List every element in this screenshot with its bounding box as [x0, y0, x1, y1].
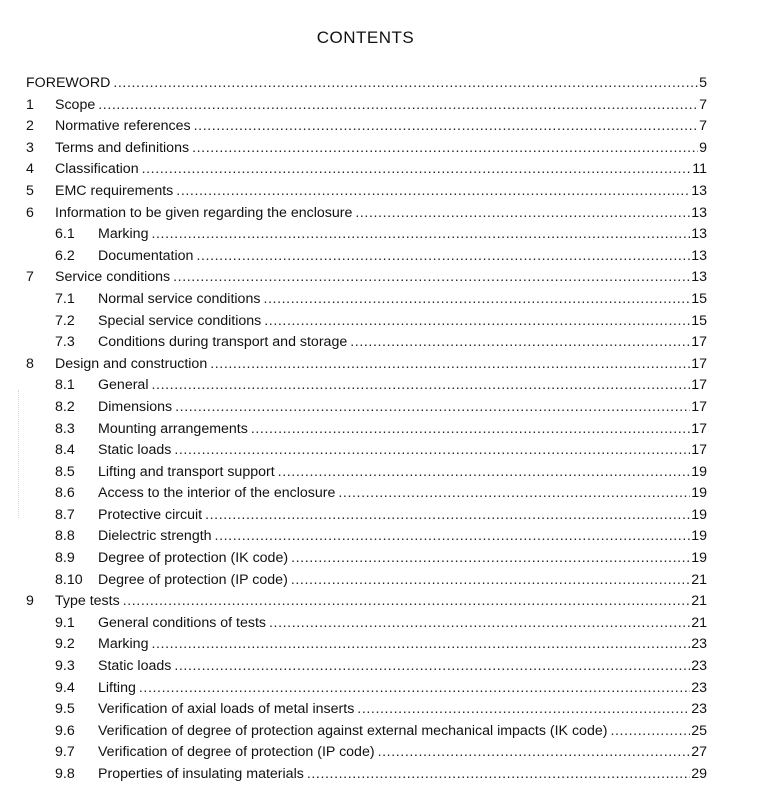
toc-entry-page-number: 23 — [691, 636, 707, 653]
toc-entry-page-number: 7 — [699, 118, 707, 135]
toc-entry-label: Service conditions — [55, 269, 171, 286]
toc-entry-page-number: 17 — [691, 442, 707, 459]
toc-entry[interactable] — [26, 483, 707, 505]
dot-leader — [175, 397, 690, 419]
dot-leader — [215, 526, 691, 548]
toc-entry-page-number: 17 — [691, 334, 707, 351]
toc-entry-number: 8.3 — [55, 420, 75, 437]
toc-entry-label: Marking — [98, 226, 149, 243]
toc-entry-label: Scope — [55, 96, 96, 113]
toc-entry-label: Conditions during transport and storage — [98, 334, 348, 351]
toc-entry-page-number: 9 — [699, 139, 707, 156]
toc-entry[interactable] — [26, 721, 707, 743]
toc-entry[interactable] — [26, 224, 707, 246]
margin-mark — [18, 390, 21, 518]
dot-leader — [173, 267, 690, 289]
dot-leader — [196, 246, 690, 268]
toc-entry-label: General — [98, 377, 149, 394]
toc-entry-page-number: 17 — [691, 420, 707, 437]
toc-entry-label: Information to be given regarding the enclosure — [55, 204, 353, 221]
toc-entry-number: 8.1 — [55, 377, 75, 394]
toc-entry-number: 8.8 — [55, 528, 75, 545]
toc-entry[interactable] — [26, 375, 707, 397]
toc-entry[interactable] — [26, 73, 707, 95]
toc-entry-number: 9.7 — [55, 744, 75, 761]
toc-entry-label: Static loads — [98, 442, 172, 459]
toc-entry[interactable] — [26, 526, 707, 548]
toc-entry[interactable] — [26, 95, 707, 117]
toc-entry-page-number: 25 — [691, 722, 707, 739]
toc-entry-number: 9.5 — [55, 701, 75, 718]
toc-entry-page-number: 7 — [699, 96, 707, 113]
toc-entry-label: Normative references — [55, 118, 191, 135]
dot-leader — [192, 138, 698, 160]
toc-entry-label: Degree of protection (IP code) — [98, 571, 288, 588]
toc-entry-number: 4 — [26, 161, 34, 178]
toc-entry-page-number: 13 — [691, 182, 707, 199]
toc-entry-page-number: 17 — [691, 377, 707, 394]
toc-entry-page-number: 23 — [691, 701, 707, 718]
contents-title: CONTENTS — [316, 28, 415, 47]
toc-entry-label: Documentation — [98, 247, 194, 264]
toc-entry-number: 9.4 — [55, 679, 75, 696]
dot-leader — [264, 311, 690, 333]
toc-entry-page-number: 21 — [691, 571, 707, 588]
toc-entry-page-number: 17 — [691, 355, 707, 372]
toc-entry-number: 8.7 — [55, 506, 75, 523]
toc-entry-label: Special service conditions — [98, 312, 262, 329]
toc-entry-label: Design and construction — [55, 355, 208, 372]
toc-entry[interactable] — [26, 462, 707, 484]
dot-leader — [151, 375, 690, 397]
toc-entry-number: 8.2 — [55, 398, 75, 415]
toc-entry[interactable] — [26, 332, 707, 354]
dot-leader — [113, 73, 698, 95]
dot-leader — [98, 95, 698, 117]
toc-entry[interactable] — [26, 591, 707, 613]
toc-entry[interactable] — [26, 267, 707, 289]
toc-entry-number: 1 — [26, 96, 34, 113]
toc-entry[interactable] — [26, 397, 707, 419]
toc-entry-page-number: 13 — [691, 204, 707, 221]
toc-entry-page-number: 21 — [691, 593, 707, 610]
dot-leader — [151, 634, 690, 656]
toc-entry-page-number: 13 — [691, 269, 707, 286]
toc-entry[interactable] — [26, 634, 707, 656]
table-of-contents — [26, 73, 707, 786]
toc-entry-page-number: 15 — [691, 312, 707, 329]
toc-entry-page-number: 13 — [691, 226, 707, 243]
toc-entry[interactable] — [26, 289, 707, 311]
toc-entry-label: Lifting — [98, 679, 136, 696]
toc-entry-label: Lifting and transport support — [98, 463, 275, 480]
toc-entry[interactable] — [26, 159, 707, 181]
toc-entry-number: 7.3 — [55, 334, 75, 351]
toc-entry-number: 8 — [26, 355, 34, 372]
dot-leader — [263, 289, 690, 311]
toc-entry-number: 2 — [26, 118, 34, 135]
toc-entry-page-number: 19 — [691, 506, 707, 523]
dot-leader — [278, 462, 691, 484]
dot-leader — [251, 419, 690, 441]
toc-entry-number: 8.10 — [55, 571, 83, 588]
toc-entry-label: Normal service conditions — [98, 290, 261, 307]
dot-leader — [350, 332, 690, 354]
toc-entry[interactable] — [26, 699, 707, 721]
toc-entry-number: 8.9 — [55, 550, 75, 567]
dot-leader — [194, 116, 698, 138]
toc-entry-label: General conditions of tests — [98, 614, 266, 631]
toc-entry-page-number: 23 — [691, 679, 707, 696]
toc-entry-label: Degree of protection (IK code) — [98, 550, 289, 567]
dot-leader — [291, 548, 690, 570]
toc-entry-label: Static loads — [98, 658, 172, 675]
dot-leader — [307, 764, 690, 786]
toc-entry-label: Verification of degree of protection (IP code) — [98, 744, 375, 761]
toc-entry-number: 5 — [26, 182, 34, 199]
toc-entry-number: 9.8 — [55, 766, 75, 782]
dot-leader — [176, 181, 690, 203]
dot-leader — [210, 354, 690, 376]
toc-entry-number: 3 — [26, 139, 34, 156]
toc-entry[interactable] — [26, 656, 707, 678]
toc-entry-number: 9.2 — [55, 636, 75, 653]
dot-leader — [139, 678, 690, 700]
dot-leader — [174, 656, 690, 678]
dot-leader — [142, 159, 692, 181]
toc-entry-label: Access to the interior of the enclosure — [98, 485, 336, 502]
toc-entry-label: Verification of degree of protection against external mechanical impacts (IK code) — [98, 722, 608, 739]
toc-entry-page-number: 13 — [691, 247, 707, 264]
toc-entry-page-number: 19 — [691, 463, 707, 480]
toc-entry-number: 6 — [26, 204, 34, 221]
toc-entry-number: 8.5 — [55, 463, 75, 480]
toc-entry[interactable] — [26, 354, 707, 376]
toc-entry-label: Dimensions — [98, 398, 173, 415]
toc-entry[interactable] — [26, 246, 707, 268]
toc-entry-label: Protective circuit — [98, 506, 203, 523]
toc-entry-page-number: 27 — [691, 744, 707, 761]
toc-entry-label: Dielectric strength — [98, 528, 212, 545]
toc-entry-page-number: 19 — [691, 485, 707, 502]
dot-leader — [123, 591, 691, 613]
toc-entry-number: 9.1 — [55, 614, 75, 631]
toc-entry-page-number: 17 — [691, 398, 707, 415]
toc-entry-number: 7.2 — [55, 312, 75, 329]
toc-entry-page-number: 15 — [691, 290, 707, 307]
toc-entry-label: EMC requirements — [55, 182, 174, 199]
toc-entry-label: Properties of insulating materials — [98, 766, 304, 782]
toc-entry[interactable] — [26, 548, 707, 570]
toc-entry-label: FOREWORD — [26, 75, 111, 91]
toc-entry-label: Classification — [55, 161, 139, 178]
toc-entry[interactable] — [26, 203, 707, 225]
toc-entry-number: 9 — [26, 593, 34, 610]
dot-leader — [610, 721, 690, 743]
toc-entry[interactable] — [26, 440, 707, 462]
dot-leader — [355, 203, 690, 225]
toc-entry-page-number: 29 — [691, 766, 707, 782]
toc-entry-label: Mounting arrangements — [98, 420, 248, 437]
toc-entry-page-number: 5 — [699, 75, 707, 91]
toc-entry[interactable] — [26, 764, 707, 786]
toc-entry-page-number: 19 — [691, 550, 707, 567]
toc-entry-page-number: 11 — [692, 161, 707, 178]
toc-entry[interactable] — [26, 613, 707, 635]
dot-leader — [151, 224, 690, 246]
dot-leader — [378, 742, 691, 764]
toc-entry[interactable] — [26, 419, 707, 441]
toc-entry[interactable] — [26, 570, 707, 592]
toc-entry-number: 7.1 — [55, 290, 75, 307]
toc-entry-number: 6.2 — [55, 247, 75, 264]
toc-entry-label: Verification of axial loads of metal inserts — [98, 701, 355, 718]
dot-leader — [338, 483, 690, 505]
toc-entry[interactable] — [26, 116, 707, 138]
toc-entry[interactable] — [26, 678, 707, 700]
toc-entry[interactable] — [26, 742, 707, 764]
toc-entry-page-number: 21 — [691, 614, 707, 631]
toc-entry-label: Terms and definitions — [55, 139, 190, 156]
toc-entry-label: Type tests — [55, 593, 120, 610]
toc-entry-number: 7 — [26, 269, 34, 286]
toc-entry-page-number: 19 — [691, 528, 707, 545]
toc-entry[interactable] — [26, 181, 707, 203]
dot-leader — [205, 505, 690, 527]
toc-entry-label: Marking — [98, 636, 149, 653]
dot-leader — [269, 613, 690, 635]
toc-entry-number: 9.3 — [55, 658, 75, 675]
toc-entry[interactable] — [26, 505, 707, 527]
toc-entry[interactable] — [26, 311, 707, 333]
toc-entry-number: 8.4 — [55, 442, 75, 459]
dot-leader — [291, 570, 690, 592]
dot-leader — [357, 699, 690, 721]
toc-entry-page-number: 23 — [691, 658, 707, 675]
toc-entry[interactable] — [26, 138, 707, 160]
toc-entry-number: 8.6 — [55, 485, 75, 502]
toc-entry-number: 6.1 — [55, 226, 75, 243]
dot-leader — [174, 440, 690, 462]
toc-entry-number: 9.6 — [55, 722, 75, 739]
